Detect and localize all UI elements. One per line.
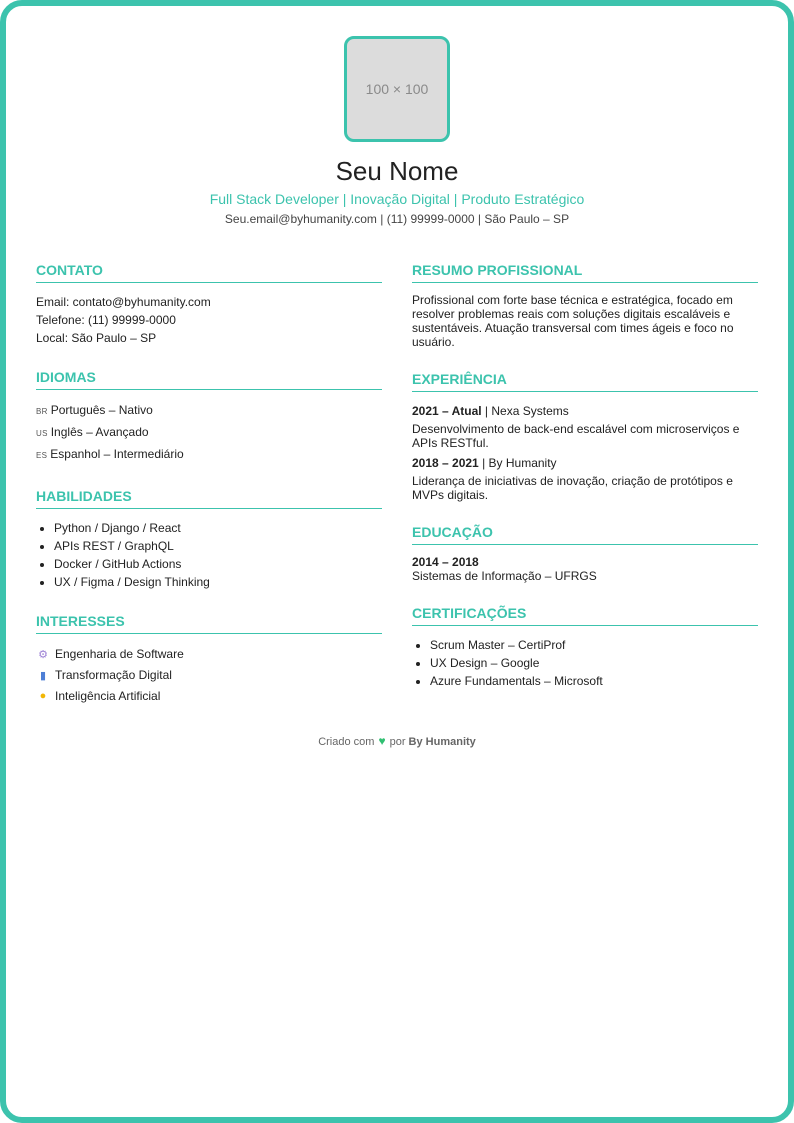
footer [0,734,794,748]
heart-icon: ♥ [378,734,386,748]
chart-icon: ▮ [39,669,47,682]
interest-item [36,686,382,707]
skill-item: • UX / Figma / Design Thinking [54,573,382,591]
experience-item: 2021 – Atual | Nexa Systems Desenvolvimento de back-end escalável com microserviços e APIs RESTful. [412,402,758,450]
education-years: 2014 – 2018 [412,555,479,569]
skill-item: • Python / Django / React [54,519,382,537]
certification-item: • Azure Fundamentals – Microsoft [430,672,758,690]
job-title: Full Stack Developer | Inovação Digital | Produto Estratégico [209,191,585,207]
experience-description: Desenvolvimento de back-end escalável com microserviços e APIs RESTful. [412,422,740,450]
interest-item [36,644,382,665]
languages-heading: IDIOMAS [36,369,382,390]
contact-heading: CONTATO [36,262,382,283]
footer-brand: By Humanity [408,736,476,748]
contact-section [36,262,382,347]
experience-company: By Humanity [488,456,557,470]
certification-item: • UX Design – Google [430,654,758,672]
skills-heading: HABILIDADES [36,488,382,509]
certifications-list [412,636,758,690]
education-heading: EDUCAÇÃO [412,524,758,545]
languages-section [36,369,382,466]
education-course: Sistemas de Informação – UFRGS [412,569,597,583]
interest-label: Engenharia de Software [55,647,184,661]
contact-email: Email: contato@byhumanity.com [36,295,211,309]
person-name: Seu Nome [335,156,459,186]
language-item [36,422,382,444]
flag-us-icon: US [36,429,48,438]
header-contact-line: Seu.email@byhumanity.com | (11) 99999-0000 | São Paulo – SP [224,212,570,226]
skill-item: • Docker / GitHub Actions [54,555,382,573]
flag-br-icon: BR [36,407,48,416]
certifications-section [412,605,758,690]
contact-phone: Telefone: (11) 99999-0000 [36,313,176,327]
skill-item: • APIs REST / GraphQL [54,537,382,555]
language-item [36,444,382,466]
experience-heading: EXPERIÊNCIA [412,371,758,392]
certification-item: • Scrum Master – CertiProf [430,636,758,654]
right-column [412,262,758,712]
skills-section [36,488,382,591]
interest-label: Inteligência Artificial [55,688,161,703]
gear-icon: ⚙ [38,648,48,661]
summary-section [412,262,758,349]
interest-label: Transformação Digital [55,667,172,682]
contact-location: Local: São Paulo – SP [36,331,157,345]
education-section [412,524,758,583]
experience-item: 2018 – 2021 | By Humanity Liderança de iniciativas de inovação, criação de protótipos e MVPs digitais. [412,454,758,502]
language-label: Português – Nativo [50,403,153,417]
experience-period: 2018 – 2021 [412,456,479,470]
experience-company: Nexa Systems [491,404,569,418]
resume-header [0,36,794,227]
profile-photo-placeholder: 100 × 100 [344,36,450,142]
interests-section [36,613,382,706]
language-label: Espanhol – Intermediário [50,447,184,461]
experience-description: Liderança de iniciativas de inovação, criação de protótipos e MVPs digitais. [412,474,733,502]
certifications-heading: CERTIFICAÇÕES [412,605,758,626]
summary-text: Profissional com forte base técnica e estratégica, focado em resolver problemas reais com soluções digitais escaláveis e sustentáveis. Atuação transversal com times ágeis e foco no usuário. [412,293,734,349]
left-column [36,262,382,728]
summary-heading: RESUMO PROFISSIONAL [412,262,758,283]
experience-period: 2021 – Atual [412,404,482,418]
language-label: Inglês – Avançado [50,425,149,439]
lightbulb-icon: ● [39,690,47,703]
flag-es-icon: ES [36,451,48,460]
skills-list [36,519,382,591]
experience-section [412,371,758,502]
footer-prefix: Criado com [318,736,375,748]
language-item [36,400,382,422]
footer-middle: por [389,736,406,748]
interests-heading: INTERESSES [36,613,382,634]
interest-item [36,665,382,686]
